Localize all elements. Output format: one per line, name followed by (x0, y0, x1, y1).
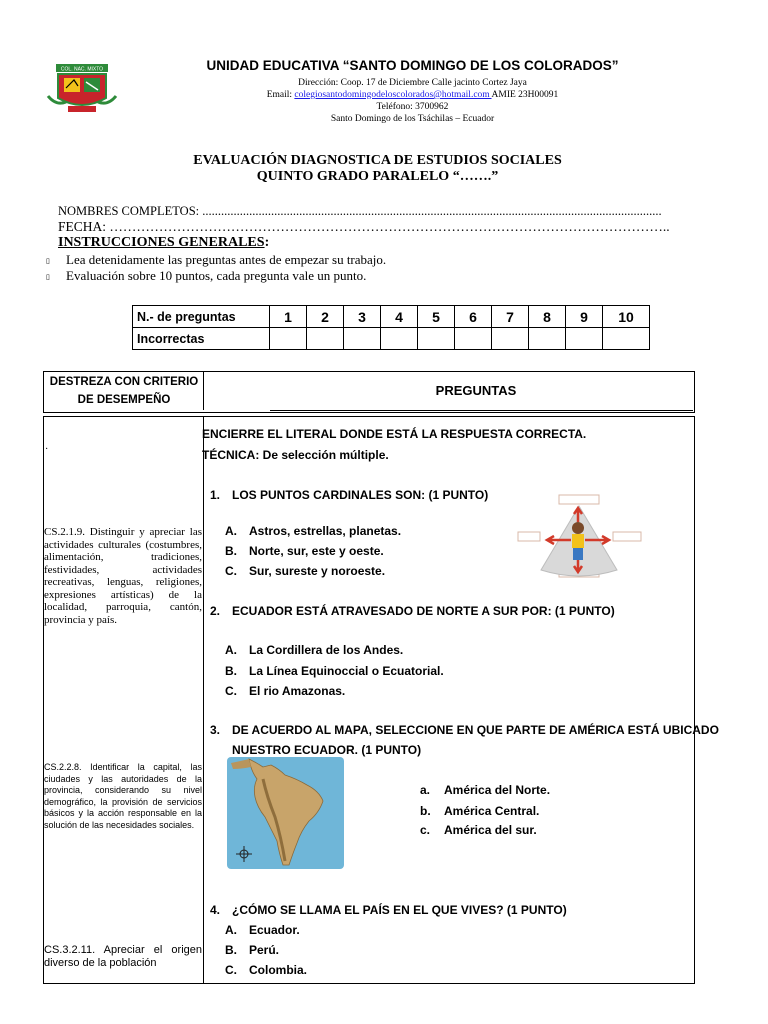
question-number-cell: 2 (307, 306, 344, 328)
logo-text: COL. NAC. MIXTO (60, 66, 104, 73)
incorrect-cell[interactable] (381, 328, 418, 350)
option-letter: B. (225, 544, 237, 558)
question-number-row (133, 306, 650, 328)
date-field[interactable]: FECHA: …………………………………………………………………………………………………………….. (58, 219, 670, 234)
question-4 (210, 903, 567, 917)
question-number: 1. (210, 488, 221, 502)
questions-column-header: PREGUNTAS (435, 383, 517, 398)
technique-line: TÉCNICA: De selección múltiple. (202, 448, 389, 462)
question-number-cell: 10 (603, 306, 650, 328)
option-text: Ecuador. (249, 923, 300, 937)
bullet-icon: ▯ (46, 257, 50, 266)
question-number-cell: 1 (270, 306, 307, 328)
instruction-item (46, 252, 386, 268)
school-address: Dirección: Coop. 17 de Diciembre Calle jacinto Cortez Jaya (298, 78, 527, 88)
school-logo (46, 62, 118, 118)
instruction-item (46, 268, 366, 284)
option[interactable] (225, 664, 444, 678)
option-letter: A. (225, 923, 237, 937)
school-name: UNIDAD EDUCATIVA “SANTO DOMINGO DE LOS COLORADOS” (206, 58, 619, 73)
option[interactable] (225, 564, 385, 578)
option-letter: b. (420, 804, 431, 818)
option-text: El rio Amazonas. (249, 684, 346, 698)
email-label: Email: (266, 90, 295, 100)
option[interactable] (420, 804, 539, 818)
option[interactable] (420, 823, 537, 837)
south-america-map-image (227, 757, 344, 869)
name-field[interactable]: NOMBRES COMPLETOS: ................................................................................................................................................... (58, 204, 662, 218)
option-letter: c. (420, 823, 431, 837)
question-number-label: N.- de preguntas (133, 306, 270, 328)
compass-rose-image (517, 492, 643, 580)
option[interactable] (225, 524, 401, 538)
incorrect-cell[interactable] (492, 328, 529, 350)
option-text: América del Norte. (444, 783, 551, 797)
question-2 (210, 604, 615, 618)
option-text: Sur, sureste y noroeste. (249, 564, 386, 578)
option-letter: A. (225, 524, 237, 538)
instructions-colon: : (264, 235, 270, 250)
header-gap (44, 410, 270, 412)
instruction-text: Evaluación sobre 10 puntos, cada pregunta vale un punto. (66, 268, 367, 283)
school-phone: Teléfono: 3700962 (376, 102, 449, 112)
instructions-title (58, 235, 269, 251)
question-text: ¿CÓMO SE LLAMA EL PAÍS EN EL QUE VIVES? (1 PUNTO) (232, 903, 567, 917)
question-3-continued: NUESTRO ECUADOR. (1 PUNTO) (232, 743, 422, 757)
exam-subtitle: QUINTO GRADO PARALELO “…….” (256, 169, 499, 184)
option-text: Colombia. (249, 963, 308, 977)
question-1 (210, 488, 488, 502)
option-text: América Central. (444, 804, 540, 818)
option[interactable] (225, 544, 384, 558)
incorrect-cell[interactable] (307, 328, 344, 350)
question-text: LOS PUNTOS CARDINALES SON: (1 PUNTO) (232, 488, 489, 502)
option-text: La Cordillera de los Andes. (249, 643, 404, 657)
question-3 (210, 723, 719, 737)
incorrect-label: Incorrectas (133, 328, 270, 350)
option-letter: B. (225, 664, 237, 678)
school-city: Santo Domingo de los Tsáchilas – Ecuador (330, 114, 495, 124)
score-table (132, 305, 650, 350)
option-text: Astros, estrellas, planetas. (249, 524, 402, 538)
option[interactable] (225, 963, 307, 977)
question-number-cell: 3 (344, 306, 381, 328)
incorrect-cell[interactable] (418, 328, 455, 350)
email-link[interactable]: colegiosantodomingodeloscolorados@hotmail.com (294, 90, 492, 100)
question-text: ECUADOR ESTÁ ATRAVESADO DE NORTE A SUR POR: (1 PUNTO) (232, 604, 615, 618)
option-letter: C. (225, 963, 237, 977)
question-text: DE ACUERDO AL MAPA, SELECCIONE EN QUE PARTE DE AMÉRICA ESTÁ UBICADO (232, 723, 719, 737)
header-underline (270, 410, 693, 411)
option-letter: C. (225, 564, 237, 578)
bullet-icon: ▯ (46, 273, 50, 282)
option[interactable] (420, 783, 550, 797)
option[interactable] (225, 923, 300, 937)
question-number-cell: 6 (455, 306, 492, 328)
question-number: 2. (210, 604, 221, 618)
instruction-text: Lea detenidamente las preguntas antes de empezar su trabajo. (66, 252, 387, 267)
school-email-line (160, 89, 665, 101)
incorrect-cell[interactable] (344, 328, 381, 350)
question-number-cell: 4 (381, 306, 418, 328)
amie-code: AMIE 23H00091 (491, 90, 559, 100)
incorrect-cell[interactable] (455, 328, 492, 350)
incorrect-cell[interactable] (529, 328, 566, 350)
option-text: Perú. (249, 943, 280, 957)
question-number-cell: 9 (566, 306, 603, 328)
question-number-cell: 7 (492, 306, 529, 328)
incorrect-cell[interactable] (603, 328, 650, 350)
question-number: 4. (210, 903, 221, 917)
exam-title: EVALUACIÓN DIAGNOSTICA DE ESTUDIOS SOCIALES (193, 153, 562, 168)
option-letter: B. (225, 943, 237, 957)
body-divider (203, 416, 204, 983)
option-text: La Línea Equinoccial o Ecuatorial. (249, 664, 444, 678)
skill-description: CS.2.1.9. Distinguir y apreciar las actividades culturales (costumbres, alimentación, tradiciones, festividades, actividades recreativas, lenguas, religiones, expresiones artísticas) de la localidad, parroquia, cantón, provincia y país. (44, 526, 202, 626)
skill-header-line2: DE DESEMPEÑO (77, 394, 171, 406)
question-number-cell: 5 (418, 306, 455, 328)
skill-description: CS.2.2.8. Identificar la capital, las ciudades y las autoridades de la provincia, considerando su nivel demográfico, la provisión de servicios básicos y la acción responsable en la solución de las necesidades sociales. (44, 762, 202, 830)
incorrect-cell[interactable] (270, 328, 307, 350)
incorrect-row (133, 328, 650, 350)
incorrect-cell[interactable] (566, 328, 603, 350)
left-dot: · (45, 444, 49, 455)
skill-column-header (44, 373, 204, 409)
option-text: Norte, sur, este y oeste. (249, 544, 384, 558)
option-letter: a. (420, 783, 431, 797)
option[interactable] (225, 943, 279, 957)
option[interactable] (225, 643, 403, 657)
skill-header-line1: DESTREZA CON CRITERIO (49, 376, 199, 388)
option-letter: C. (225, 684, 237, 698)
instruction-line: ENCIERRE EL LITERAL DONDE ESTÁ LA RESPUESTA CORRECTA. (202, 427, 587, 441)
option[interactable] (225, 684, 345, 698)
question-number: 3. (210, 723, 221, 737)
option-text: América del sur. (444, 823, 537, 837)
question-number-cell: 8 (529, 306, 566, 328)
skill-description: CS.3.2.11. Apreciar el origen diverso de la población (44, 944, 202, 969)
instructions-heading: INSTRUCCIONES GENERALES (58, 235, 265, 250)
option-letter: A. (225, 643, 237, 657)
